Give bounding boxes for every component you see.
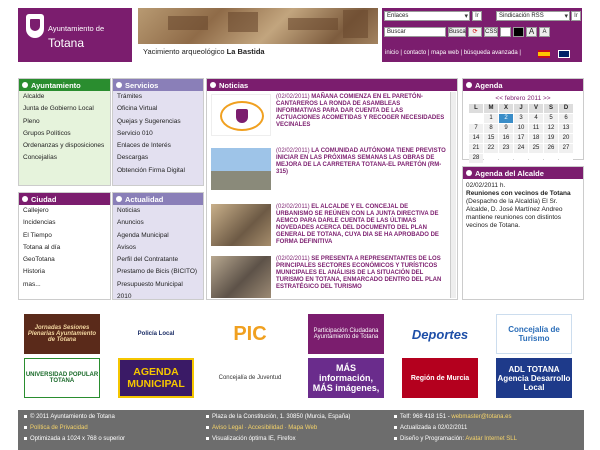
link-enlaces[interactable]: Enlaces de Interés: [117, 142, 171, 150]
calendar-cell[interactable]: 17: [514, 134, 528, 143]
link-geototana[interactable]: GeoTotana: [23, 256, 55, 264]
contrast-white-button[interactable]: [500, 27, 511, 37]
footer-avatar-link[interactable]: Avatar Internet SLL: [465, 436, 517, 442]
english-flag-icon[interactable]: [558, 50, 570, 58]
font-smaller-button[interactable]: A: [539, 27, 550, 37]
footer-design: Diseño y Programación: Avatar Internet SLL: [394, 436, 517, 442]
calendar-day-header: V: [529, 104, 543, 113]
contrast-black-button[interactable]: [513, 27, 524, 37]
link-incidencias[interactable]: Incidencias: [23, 219, 56, 227]
agenda-heading: Agenda: [463, 79, 583, 91]
calendar-cell[interactable]: 18: [529, 134, 543, 143]
calendar-cell[interactable]: 7: [469, 124, 483, 133]
calendar-cell[interactable]: 14: [469, 134, 483, 143]
logo-mas-informacion[interactable]: MÁS información, MÁS imágenes,: [308, 358, 384, 398]
coat-of-arms-icon: [26, 14, 44, 38]
calendar-day-header: X: [499, 104, 513, 113]
calendar-cell[interactable]: 12: [544, 124, 558, 133]
link-avisos[interactable]: Avisos: [117, 243, 137, 251]
reload-icon[interactable]: ⟳: [468, 27, 482, 37]
link-bicito[interactable]: Prestamo de Bicis (BICITO): [117, 268, 198, 276]
news-item-1[interactable]: (02/02/2011) MAÑANA COMIENZA EN EL PARETÓN-CANTAREROS LA RONDA DE ASAMBLEAS INFORMATIVAS PARA DAR CUENTA DE LAS ACTUACIONES ACOMETIDAS Y RECOGER NECESIDADES VECINALES: [276, 94, 445, 128]
logo-deportes[interactable]: Deportes: [402, 314, 478, 354]
link-tramites[interactable]: Trámites: [117, 93, 143, 100]
calendar-cell: [484, 154, 498, 163]
link-anuncios[interactable]: Anuncios: [117, 219, 144, 227]
link-alcalde[interactable]: Alcalde: [23, 93, 45, 100]
news-item-2[interactable]: (02/02/2011) LA COMUNIDAD AUTÓNOMA TIENE PREVISTO INICIAR EN LAS PRÓXIMAS SEMANAS LAS OBRAS DE MEJORA DE LA CARRETERA TOTANA-EL PARETÓN (RM-315): [276, 148, 446, 175]
calendar-cell[interactable]: 16: [499, 134, 513, 143]
link-historia[interactable]: Historia: [23, 268, 46, 276]
footer-copyright: © 2011 Ayuntamiento de Totana: [24, 414, 115, 420]
calendar-cell[interactable]: 24: [514, 144, 528, 153]
link-tiempo[interactable]: El Tiempo: [23, 231, 52, 239]
logo-turismo[interactable]: Concejalía de Turismo: [496, 314, 572, 354]
calendar-day-header: L: [469, 104, 483, 113]
logo-pic[interactable]: PIC: [212, 314, 288, 354]
link-pleno[interactable]: Pleno: [23, 117, 40, 125]
logo-agenda-municipal[interactable]: AGENDA MUNICIPAL: [118, 358, 194, 398]
news-thumb-3[interactable]: [211, 204, 271, 246]
ciudad-heading: Ciudad: [19, 193, 110, 205]
enlaces-select[interactable]: Enlaces ▾: [384, 11, 470, 21]
calendar-cell[interactable]: 9: [499, 124, 513, 133]
calendar-day-header: J: [514, 104, 528, 113]
calendar-cell: [469, 114, 483, 123]
link-presupuesto[interactable]: Presupuesto Municipal 2010: [117, 280, 183, 301]
link-noticias[interactable]: Noticias: [117, 207, 141, 214]
calendar-cell[interactable]: 3: [514, 114, 528, 123]
calendar-cell[interactable]: 19: [544, 134, 558, 143]
news-thumb-1[interactable]: [211, 94, 271, 136]
footer-privacy-link[interactable]: Política de Privacidad: [24, 425, 88, 431]
logo-region-murcia[interactable]: Región de Murcia: [402, 358, 478, 398]
footer-visualization: Visualización óptima IE, Firefox: [206, 436, 296, 442]
calendar-cell: [529, 154, 543, 163]
link-mas[interactable]: mas...: [23, 280, 41, 288]
link-grupos[interactable]: Grupos Políticos: [23, 129, 71, 137]
calendar-cell[interactable]: 28: [469, 154, 483, 163]
news-item-3[interactable]: (02/02/2011) EL ALCALDE Y EL CONCEJAL DE URBANISMO SE REÚNEN CON LA JUNTA DIRECTIVA DE AEMCO PARA DARLE CUENTA DE LAS ÚLTIMAS NOVEDADES ACERCA DEL DOCUMENTO DEL PLAN GENERAL DE TOTANA, CUYA DIA SE HA APROBADO DE FORMA DEFINITIVA: [276, 204, 439, 245]
link-010[interactable]: Servicio 010: [117, 129, 153, 137]
logo-line1: Ayuntamiento de: [48, 24, 105, 33]
calendar-cell[interactable]: 23: [499, 144, 513, 153]
agenda-alcalde-heading: Agenda del Alcalde: [463, 167, 583, 179]
search-input[interactable]: Buscar: [384, 27, 446, 37]
font-larger-button[interactable]: A: [526, 27, 537, 37]
photo-caption: Yacimiento arqueológico La Bastida: [138, 44, 378, 60]
go-button[interactable]: Ir: [472, 11, 482, 21]
agenda-box: [462, 78, 584, 160]
calendar-cell[interactable]: 22: [484, 144, 498, 153]
calendar-cell[interactable]: 27: [559, 144, 573, 153]
calendar-cell[interactable]: 25: [529, 144, 543, 153]
news-thumb-2[interactable]: [211, 148, 271, 190]
link-descargas[interactable]: Descargas: [117, 154, 149, 162]
calendar-cell[interactable]: 20: [559, 134, 573, 143]
calendar-cell[interactable]: 21: [469, 144, 483, 153]
logo-universidad-popular[interactable]: UNIVERSIDAD POPULAR TOTANA: [24, 358, 100, 398]
actualidad-box: [112, 192, 204, 300]
link-oficina[interactable]: Oficina Virtual: [117, 105, 158, 113]
calendar-cell[interactable]: 26: [544, 144, 558, 153]
noticias-heading: Noticias: [207, 79, 457, 91]
calendar-cell: [544, 154, 558, 163]
css-button[interactable]: CSS: [485, 29, 498, 35]
calendar-cell: [514, 154, 528, 163]
link-perfil[interactable]: Perfil del Contratante: [117, 256, 179, 264]
agenda-alcalde-entry[interactable]: 02/02/2011 h. Reuniones con vecinos de Totana (Despacho de la Alcaldía) El Sr. Alcalde, D. José Martínez Andreo mantiene reuniones con distintos vecinos de Totana.: [466, 182, 571, 229]
logo-policia-local[interactable]: Policía Local: [118, 314, 194, 354]
footer-phone: Telf: 968 418 151 - webmaster@totana.es: [394, 414, 512, 420]
footer-email-link[interactable]: webmaster@totana.es: [451, 414, 512, 420]
link-agenda-municipal[interactable]: Agenda Municipal: [117, 231, 169, 239]
calendar-cell: [499, 154, 513, 163]
rss-select[interactable]: Sindicación RSS ▾: [496, 11, 570, 21]
ayuntamiento-heading: Ayuntamiento: [19, 79, 110, 91]
agenda-alcalde-box: [462, 166, 584, 300]
calendar-month-nav[interactable]: << febrero 2011 >>: [495, 95, 551, 102]
calendar-grid[interactable]: [469, 104, 583, 163]
rss-go-button[interactable]: Ir: [571, 11, 581, 21]
servicios-heading: Servicios: [113, 79, 203, 91]
calendar-cell[interactable]: 8: [484, 124, 498, 133]
top-links[interactable]: inicio | contacto | mapa web | búsqueda avanzada |: [385, 50, 521, 56]
calendar-cell[interactable]: 2: [499, 114, 513, 123]
logo-adl-totana[interactable]: ADL TOTANA Agencia Desarrollo Local: [496, 358, 572, 398]
spanish-flag-icon[interactable]: [538, 50, 550, 58]
news-scrollbar[interactable]: [450, 92, 456, 298]
link-concejalias[interactable]: Concejalías: [23, 154, 57, 162]
calendar-day-header: M: [484, 104, 498, 113]
link-callejero[interactable]: Callejero: [23, 207, 49, 214]
calendar-cell[interactable]: 5: [544, 114, 558, 123]
footer: [18, 410, 584, 450]
link-junta[interactable]: Junta de Gobierno Local: [23, 105, 94, 113]
search-button[interactable]: Busca: [449, 29, 466, 35]
calendar-cell[interactable]: 4: [529, 114, 543, 123]
calendar-cell: [559, 154, 573, 163]
logo-line2: Totana: [48, 36, 85, 50]
calendar-cell[interactable]: 13: [559, 124, 573, 133]
calendar-cell[interactable]: 6: [559, 114, 573, 123]
actualidad-heading: Actualidad: [113, 193, 203, 205]
calendar-cell[interactable]: 11: [529, 124, 543, 133]
footer-updated: Actualizada a 02/02/2011: [394, 425, 467, 431]
servicios-box: [112, 78, 204, 186]
logo-juventud[interactable]: Concejalía de Juventud: [212, 358, 288, 398]
calendar-cell[interactable]: 10: [514, 124, 528, 133]
calendar-day-header: S: [544, 104, 558, 113]
ayuntamiento-box: [18, 78, 111, 186]
calendar-cell[interactable]: 1: [484, 114, 498, 123]
logo-sesiones-plenarias[interactable]: Jornadas Sesiones Plenarias Ayuntamiento de Totana: [24, 314, 100, 354]
link-firma[interactable]: Obtención Firma Digital: [117, 166, 185, 174]
footer-address: Plaza de la Constitución, 1. 30850 (Murcia, España): [206, 414, 350, 420]
footer-legal-links[interactable]: Aviso Legal · Accesibilidad · Mapa Web: [206, 425, 317, 431]
link-quejas[interactable]: Quejas y Sugerencias: [117, 117, 181, 125]
ciudad-box: [18, 192, 111, 300]
link-ordenanzas[interactable]: Ordenanzas y disposiciones: [23, 142, 105, 150]
news-item-4[interactable]: (02/02/2011) SE PRESENTA A REPRESENTANTES DE LOS PRINCIPALES SECTORES ECONÓMICOS Y TURÍSTICOS MUNICIPALES EL ANÁLISIS DE LA SITUACIÓN DEL TURISMO EN TOTANA, ENMARCADO DENTRO DEL PLAN ESTRATÉGICO DEL TURISMO: [276, 256, 442, 290]
footer-optimized: Optimizada a 1024 x 768 o superior: [24, 436, 125, 442]
calendar-cell[interactable]: 15: [484, 134, 498, 143]
news-thumb-4[interactable]: [211, 256, 271, 298]
calendar-day-header: D: [559, 104, 573, 113]
link-totana-al-dia[interactable]: Totana al día: [23, 243, 61, 251]
site-logo[interactable]: [18, 8, 132, 62]
logo-participacion[interactable]: Participación Ciudadana Ayuntamiento de Totana: [308, 314, 384, 354]
